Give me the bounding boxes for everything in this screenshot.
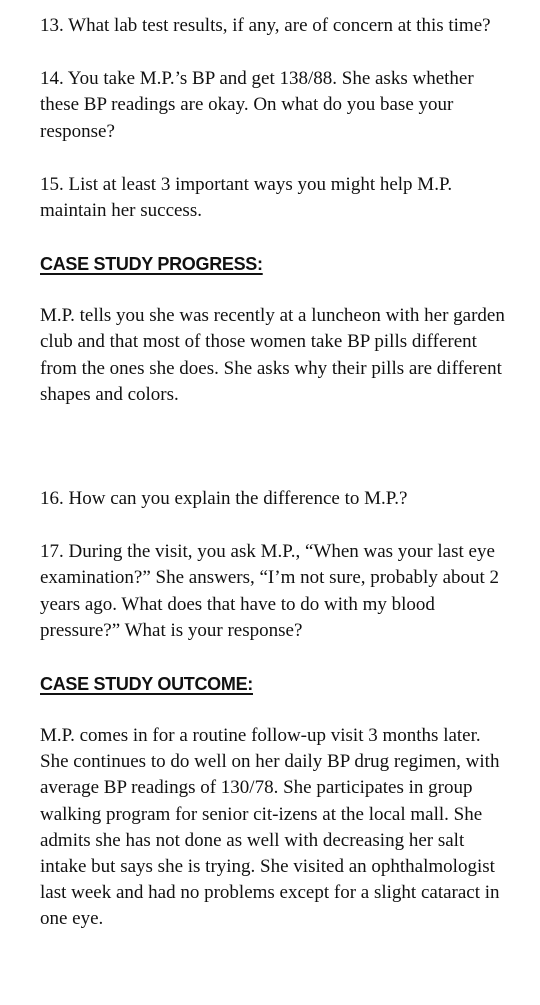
question-17: 17. During the visit, you ask M.P., “When was your last eye examination?” She answers, “I’m not sure, probably about 2 years ago. What does that have to do with my blood pressure?” What is your response? <box>40 541 500 641</box>
question-13: 13. What lab test results, if any, are of concern at this time? <box>40 15 491 36</box>
question-14: 14. You take M.P.’s BP and get 138/88. She asks whether these BP readings are okay. On what do you base your response? <box>40 68 474 142</box>
question-16: 16. How can you explain the difference to M.P.? <box>40 488 408 510</box>
heading-case-study-progress: CASE STUDY PROGRESS: <box>40 254 263 275</box>
heading-case-study-outcome: CASE STUDY OUTCOME: <box>40 674 253 695</box>
question-15: 15. List at least 3 important ways you might help M.P. maintain her success. <box>40 173 453 222</box>
paragraph-case-study-progress: M.P. tells you she was recently at a luncheon with her garden club and that most of those women take BP pills different from the ones she does. She asks why their pills are different shapes and colors. <box>40 305 505 405</box>
paragraph-case-study-outcome: M.P. comes in for a routine follow-up visit 3 months later. She continues to do well on her daily BP drug regimen, with average BP readings of 130/78. She participates in group walking program for senior cit-izens at the local mall. She admits she has not done as well with decreasing her salt intake but says she is trying. She visited an ophthalmologist last week and had no problems except for a slight cataract in one eye. <box>40 725 500 930</box>
document-page <box>40 13 510 933</box>
